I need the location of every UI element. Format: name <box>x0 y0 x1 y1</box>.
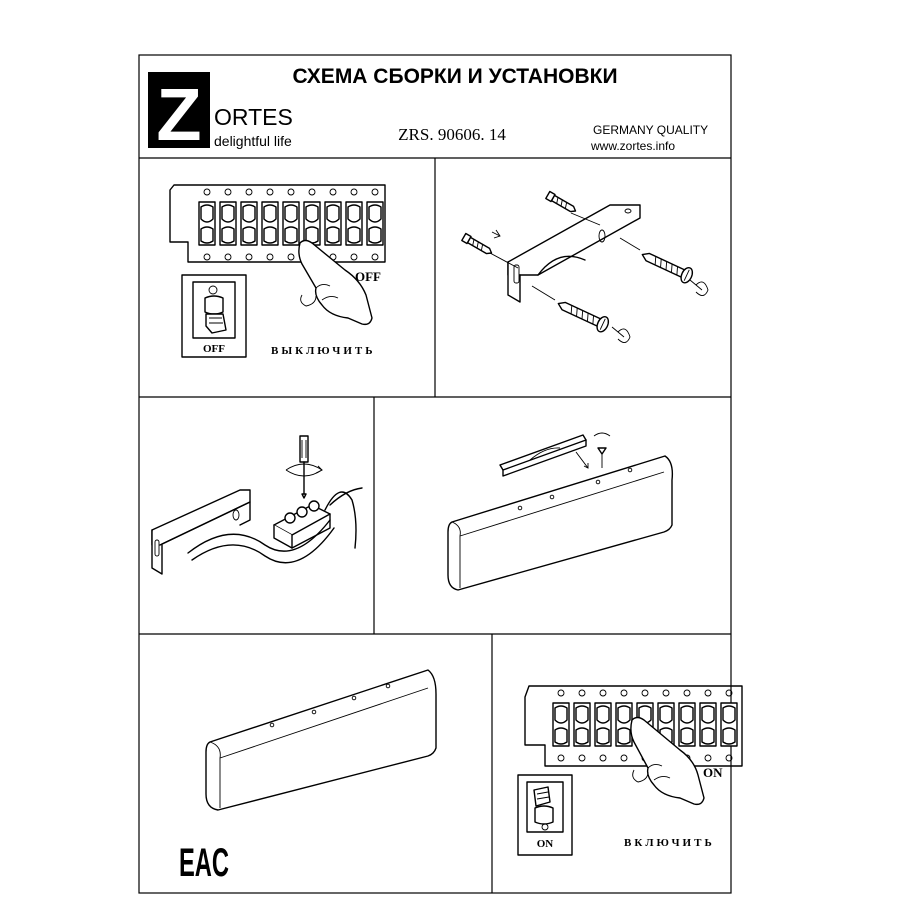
step-caption: ВЫКЛЮЧИТЬ <box>271 345 376 357</box>
website-label: www.zortes.info <box>591 139 676 153</box>
lamp-body-icon <box>448 456 672 590</box>
terminal-block-icon <box>274 501 330 548</box>
screw-icon <box>620 238 695 285</box>
circuit-breaker-icon <box>170 185 385 262</box>
brand-logo <box>148 72 293 156</box>
brand-tagline: delightful life <box>214 133 292 149</box>
eac-certification-mark <box>179 841 229 885</box>
step-1-power-off <box>170 185 385 357</box>
lamp-body-icon <box>206 670 436 810</box>
mounting-bracket-icon <box>152 490 250 574</box>
quality-label: GERMANY QUALITY <box>593 123 709 137</box>
toggle-switch-icon <box>518 775 572 855</box>
rotate-arrow-icon <box>690 280 708 296</box>
screw-icon <box>532 286 611 334</box>
switch-state-label: ON <box>536 838 554 850</box>
screw-icon <box>594 433 610 468</box>
switch-state-label: OFF <box>203 343 225 355</box>
step-caption: ВКЛЮЧИТЬ <box>624 837 715 849</box>
mounting-bracket-icon <box>508 205 640 302</box>
eac-mark-text: EAC <box>179 841 229 885</box>
brand-letter: Z <box>156 73 202 156</box>
breaker-state-label: OFF <box>355 269 381 284</box>
step-3-connect-wires <box>152 436 362 574</box>
step-5-installed-lamp <box>206 670 436 810</box>
breaker-state-label: ON <box>703 765 723 780</box>
step-6-power-on <box>518 686 742 855</box>
model-number: ZRS. 90606. 14 <box>398 125 506 144</box>
mounting-bracket-icon <box>500 435 586 476</box>
rotate-arrow-icon <box>612 327 630 343</box>
screwdriver-icon <box>300 436 308 498</box>
step-4-attach-lamp <box>448 433 672 590</box>
step-2-mount-bracket <box>462 192 708 343</box>
page-title: СХЕМА СБОРКИ И УСТАНОВКИ <box>292 65 618 88</box>
brand-name: ORTES <box>214 104 293 130</box>
header <box>148 65 708 156</box>
toggle-switch-icon <box>182 275 246 357</box>
